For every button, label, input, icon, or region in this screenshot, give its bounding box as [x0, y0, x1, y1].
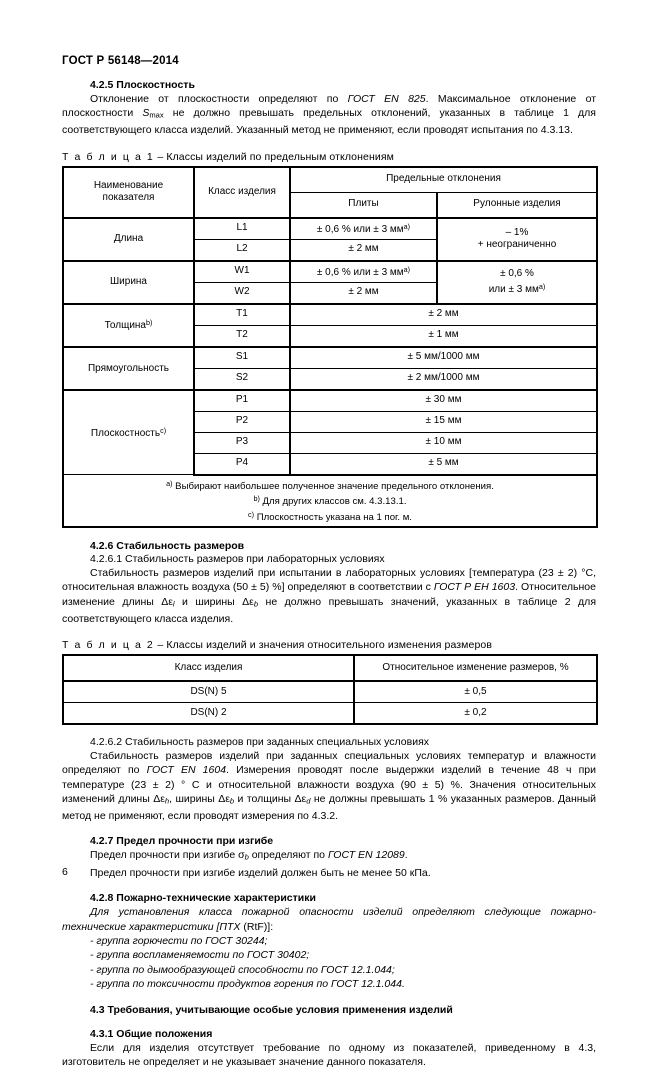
th-product-class: Класс изделия: [63, 655, 354, 681]
footnote-marker: c): [248, 509, 255, 519]
td-class-p2: P2: [194, 411, 290, 432]
reference-gost-en-1604: ГОСТ EN 1604: [146, 764, 227, 777]
td-value-p3: ± 10 мм: [290, 432, 597, 453]
footnote-marker: b): [146, 318, 153, 328]
td-value-s2: ± 2 мм/1000 мм: [290, 368, 597, 390]
reference-gost-en-12089: ГОСТ EN 12089: [327, 849, 405, 862]
paragraph-4-2-7-1: [62, 848, 596, 865]
text-part: .: [404, 849, 408, 862]
footnote-marker: a): [403, 221, 411, 231]
td-name-length: Длина: [63, 218, 194, 261]
symbol-subscript: l: [172, 599, 175, 609]
td-value-dsn2: ± 0,2: [354, 702, 597, 724]
heading-4-2-8: 4.2.8 Пожарно-технические характеристики: [90, 892, 316, 905]
heading-4-2-7: 4.2.7 Предел прочности при изгибе: [90, 835, 274, 848]
footnote-marker: a): [538, 281, 546, 291]
td-class-p3: P3: [194, 432, 290, 453]
text-part: не должны превышать 1 % указанных размеров. Данный метод не применяют, если проводят измерения по 4.3.2.: [62, 792, 596, 822]
table-row: [63, 681, 597, 703]
heading-4-2-5: 4.2.5 Плоскостность: [90, 79, 195, 91]
text-part: Стабильность размеров изделий при испытании в лабораторных условиях [температура (23 ± 2) °С, относительная влажность воздуха (50 ± 5) %] определяют в соответствии с: [62, 567, 596, 594]
footnote-marker: a): [166, 478, 173, 488]
td-roll-length: [437, 218, 597, 261]
footnote-marker: a): [403, 264, 411, 274]
paragraph-4-2-5: [62, 92, 596, 138]
value-line-1: – 1%: [505, 226, 529, 238]
table-1-caption-prefix: Т а б л и ц а 1: [62, 150, 155, 163]
table-2-caption-rest: – Классы изделий и значения относительного изменения размеров: [154, 638, 492, 651]
footnote-marker: b): [253, 494, 260, 504]
text-part: и ширины Δε: [174, 595, 254, 608]
symbol-s: S: [142, 107, 150, 120]
list-item-smoke-group: - группа по дымообразующей способности по ГОСТ 12.1.044;: [90, 963, 395, 976]
reference-gost-r-en-1603: ГОСТ Р ЕН 1603: [433, 581, 516, 594]
note-item: [67, 493, 593, 509]
table-row: [63, 347, 597, 369]
note-item: [67, 509, 593, 525]
heading-4-3: 4.3 Требования, учитывающие особые условия применения изделий: [90, 1004, 453, 1017]
paragraph-4-2-8-intro: [62, 905, 596, 934]
paragraph-4-2-6-1: [62, 566, 596, 626]
td-name-flatness: [63, 390, 194, 475]
th-product-class: Класс изделия: [194, 167, 290, 218]
td-value-p4: ± 5 мм: [290, 453, 597, 475]
value-text: Плоскостность: [90, 427, 161, 439]
td-class-s2: S2: [194, 368, 290, 390]
footnote-marker: c): [160, 425, 167, 435]
td-class-t2: T2: [194, 325, 290, 347]
td-value-s1: ± 5 мм/1000 мм: [290, 347, 597, 369]
th-roll-products: Рулонные изделия: [437, 192, 597, 218]
text-part: Отклонение от плоскостности определяют по: [90, 93, 348, 105]
symbol-subscript: b: [229, 796, 235, 806]
td-roll-width: [437, 261, 597, 304]
value-line-1: ± 0,6 %: [500, 268, 534, 280]
table-1: [62, 166, 598, 529]
symbol-subscript: max: [149, 110, 164, 120]
table-1-caption: [62, 151, 596, 163]
heading-4-2-6-1: 4.2.6.1 Стабильность размеров при лабораторных условиях: [90, 553, 385, 566]
td-value-p1: ± 30 мм: [290, 390, 597, 412]
list-item-flammability-group: - группа горючести по ГОСТ 30244;: [90, 934, 268, 947]
heading-4-3-1: 4.3.1 Общие положения: [90, 1028, 213, 1041]
td-class-t1: T1: [194, 304, 290, 326]
td-name-width: Ширина: [63, 261, 194, 304]
table-row: [63, 261, 597, 283]
reference-gost-en-825: ГОСТ EN 825: [347, 93, 426, 105]
heading-4-2-6-2: 4.2.6.2 Стабильность размеров при заданных специальных условиях: [90, 735, 429, 748]
table-row: [63, 702, 597, 724]
td-table-1-notes: [63, 475, 597, 528]
value-text: ± 0,6 % или ± 3 мм: [316, 266, 404, 278]
heading-4-2-6: 4.2.6 Стабильность размеров: [90, 540, 245, 553]
page-content: [62, 0, 596, 1070]
text-part: (RtF)]:: [240, 920, 274, 933]
td-class-p4: P4: [194, 453, 290, 475]
td-value-t2: ± 1 мм: [290, 325, 597, 347]
text-part: Для установления класса пожарной опасности изделий определяют следующие пожарно-технические характеристики [ПТХ: [62, 906, 596, 933]
text-part: . Максимальное отклонение от плоскостности: [62, 93, 597, 120]
th-relative-change: Относительное изменение размеров, %: [354, 655, 597, 681]
th-plates: Плиты: [290, 192, 437, 218]
td-value-dsn5: ± 0,5: [354, 681, 597, 703]
value-text: Прямоугольность: [87, 363, 170, 375]
value-text: Толщина: [104, 320, 146, 332]
table-row: [63, 218, 597, 240]
note-text: Для других классов см. 4.3.13.1.: [259, 496, 407, 508]
table-2: [62, 654, 598, 725]
paragraph-4-2-7-2: Предел прочности при изгибе изделий должен быть не менее 50 кПа.: [90, 867, 431, 880]
td-class-w2: W2: [194, 282, 290, 304]
td-plates-l1: [290, 218, 437, 240]
td-class-p1: P1: [194, 390, 290, 412]
symbol-subscript: b: [244, 852, 249, 862]
list-item-toxicity-group: - группа по токсичности продуктов горения по ГОСТ 12.1.044.: [90, 977, 405, 990]
value-text: или ± 3 мм: [488, 283, 539, 295]
text-part: Стабильность размеров изделий при заданных специальных условиях температур и влажности определяют по: [62, 749, 596, 777]
text-part: . Относительное изменение длины Δε: [62, 581, 596, 608]
td-name-squareness: [63, 347, 194, 390]
table-row: [63, 390, 597, 412]
list-item-ignitability-group: - группа воспламеняемости по ГОСТ 30402;: [90, 949, 310, 962]
value-line-2: + неограниченно: [477, 239, 557, 251]
value-line-2: [441, 281, 593, 297]
text-part: . Измерения проводят после выдержки изделий в течение 48 ч при температуре (23 ± 2) ° С и относительной влажности воздуха (90 ± 5) %. Значения относительных изменений длины Δε: [62, 764, 596, 805]
th-indicator-name: Наименование показателя: [63, 167, 194, 218]
td-class-l2: L2: [194, 239, 290, 261]
symbol-subscript: h: [164, 796, 170, 806]
td-value-t1: ± 2 мм: [290, 304, 597, 326]
table-2-caption-prefix: Т а б л и ц а 2: [62, 638, 155, 651]
text-part: определяют по: [248, 849, 328, 862]
paragraph-4-2-6-2: [62, 749, 596, 823]
text-part: , ширины Δε: [169, 792, 230, 805]
note-item: [67, 478, 593, 494]
standard-number-header: ГОСТ Р 56148—2014: [62, 55, 179, 67]
symbol-subscript: b: [253, 599, 259, 609]
td-class-l1: L1: [194, 218, 290, 240]
table-2-caption: [62, 639, 596, 651]
paragraph-4-3-1: Если для изделия отсутствует требование по одному из показателей, приведенному в 4.3, изготовитель не определяет и не указывает значение данного показателя.: [62, 1042, 596, 1069]
td-class-dsn2: DS(N) 2: [63, 702, 354, 724]
td-plates-w2: ± 2 мм: [290, 282, 437, 304]
td-plates-w1: [290, 261, 437, 283]
td-class-s1: S1: [194, 347, 290, 369]
table-row-header: [63, 655, 597, 681]
td-plates-l2: ± 2 мм: [290, 239, 437, 261]
table-1-caption-rest: – Классы изделий по предельным отклонениям: [154, 150, 394, 163]
table-row-header-1: [63, 167, 597, 193]
text-part: и толщины Δε: [234, 792, 307, 805]
note-text: Плоскостность указана на 1 пог. м.: [254, 511, 412, 523]
value-text: ± 0,6 % или ± 3 мм: [316, 223, 404, 235]
td-class-w1: W1: [194, 261, 290, 283]
td-name-thickness: [63, 304, 194, 347]
text-part: не должно превышать предельных отклонений, указанных в таблице 1 для соответствующего класса изделий. Указанный метод не применяют, если проводят испытания по 4.3.13.: [62, 107, 596, 137]
symbol-subscript: d: [306, 796, 311, 806]
th-limit-deviations: Предельные отклонения: [290, 167, 597, 193]
text-part: Предел прочности при изгибе σ: [90, 849, 245, 862]
td-value-p2: ± 15 мм: [290, 411, 597, 432]
note-text: Выбирают наибольшее полученное значение предельного отклонения.: [172, 480, 494, 492]
td-class-dsn5: DS(N) 5: [63, 681, 354, 703]
text-part: не должно превышать значений, указанных в таблице 2 для соответствующего класса изделия.: [62, 595, 596, 625]
table-row-notes: [63, 475, 597, 528]
page-number: 6: [62, 866, 68, 878]
table-row: [63, 304, 597, 326]
